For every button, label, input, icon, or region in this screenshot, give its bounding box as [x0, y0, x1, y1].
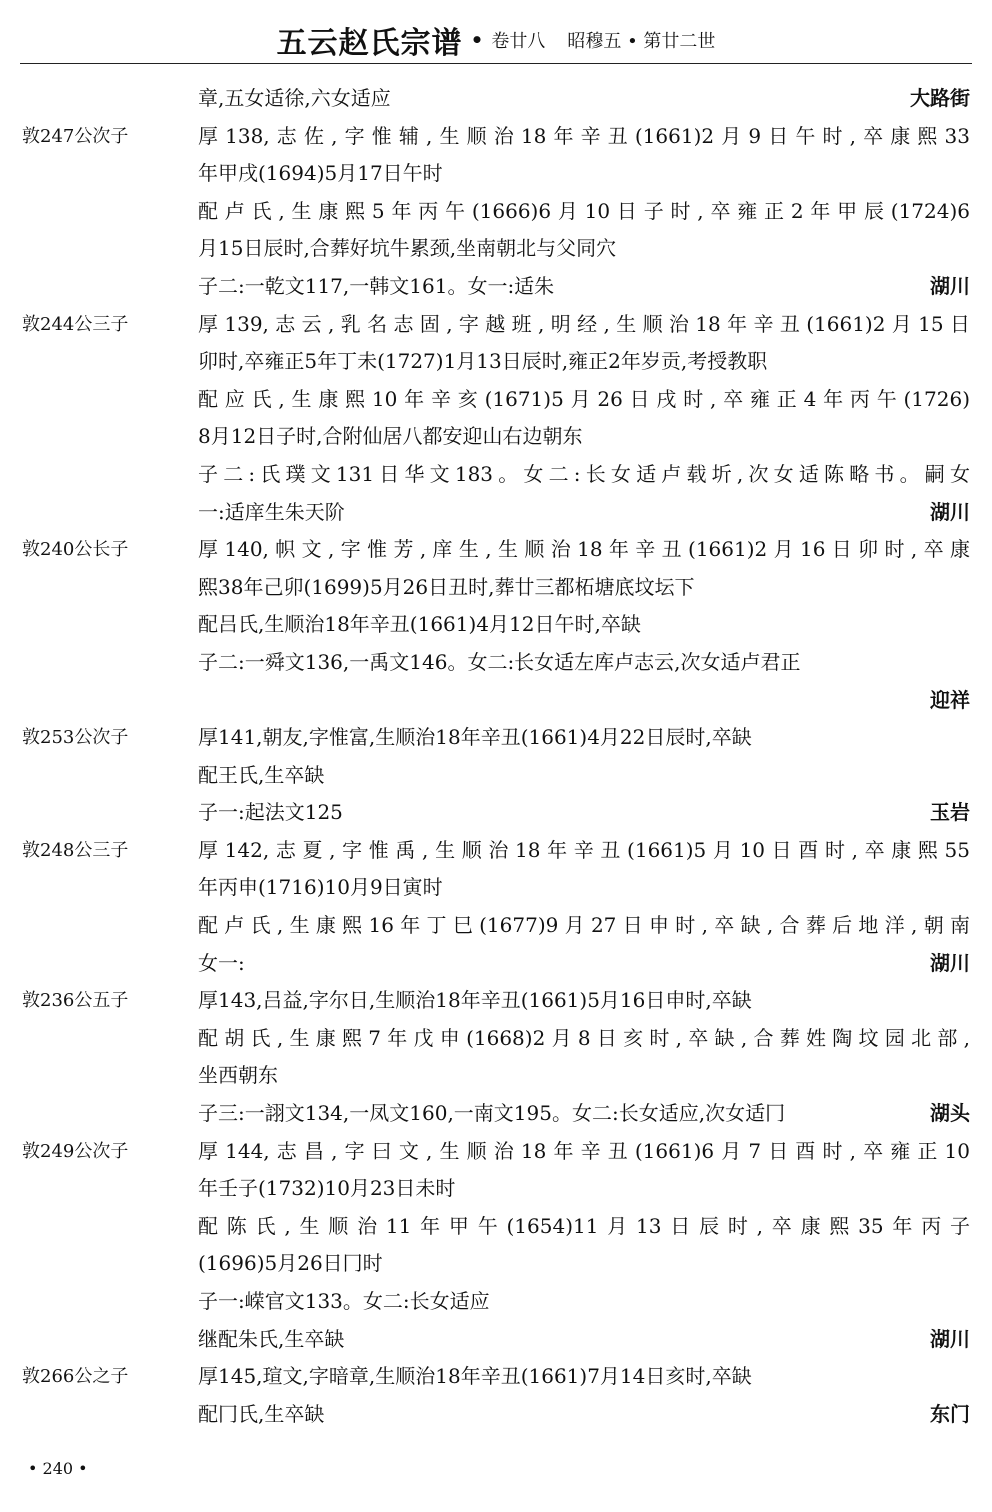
entry-line	[0, 1321, 992, 1359]
parent-label: 敦249公次子	[22, 1140, 129, 1162]
place-label: 迎祥	[930, 687, 970, 712]
entry-line	[0, 456, 992, 494]
entry-line	[0, 268, 992, 306]
entry-text: 女一:	[198, 950, 245, 975]
entry-line	[0, 494, 992, 532]
entry-line	[0, 682, 992, 720]
place-label: 玉岩	[930, 800, 970, 825]
place-label: 大路街	[910, 86, 970, 110]
entry-line	[0, 1020, 992, 1058]
entry-text: 配吕氏,生顺治18年辛丑(1661)4月12日午时,卒缺	[198, 612, 641, 637]
entry-line	[0, 1095, 992, 1133]
entry-line	[0, 794, 992, 832]
entry-text: 年壬子(1732)10月23日未时	[198, 1176, 456, 1201]
entry-line	[0, 869, 992, 907]
place-label: 湖川	[930, 1326, 970, 1351]
entry-text: 厚138,志佐,字惟辅,生顺治18年辛丑(1661)2月9日午时,卒康熙33	[198, 123, 970, 148]
entry-line	[0, 1396, 992, 1434]
entry-line	[0, 945, 992, 983]
place-label: 湖川	[930, 499, 970, 524]
entry-text: 月15日辰时,合葬好坑牛累颈,坐南朝北与父同穴	[198, 236, 617, 261]
entry-line	[0, 193, 992, 231]
entry-line	[0, 1057, 992, 1095]
genealogy-entries	[0, 80, 992, 1433]
entry-text: (1696)5月26日冂时	[198, 1251, 383, 1276]
entry-text: 厚143,吕益,字尔日,生顺治18年辛丑(1661)5月16日申时,卒缺	[198, 988, 752, 1013]
place-label: 湖头	[930, 1101, 970, 1126]
entry-line	[0, 531, 992, 569]
place-label: 东门	[930, 1401, 970, 1426]
page-header	[0, 18, 992, 62]
parent-label: 敦253公次子	[22, 727, 129, 749]
parent-label: 敦247公次子	[22, 125, 129, 147]
place-label: 湖川	[930, 950, 970, 975]
entry-line	[0, 418, 992, 456]
entry-line	[0, 306, 992, 344]
entry-line	[0, 1358, 992, 1396]
parent-label: 敦236公五子	[22, 990, 129, 1012]
entry-text: 厚139,志云,乳名志固,字越班,明经,生顺治18年辛丑(1661)2月15日	[198, 311, 970, 336]
entry-text: 配卢氏,生康熙16年丁巳(1677)9月27日申时,卒缺,合葬后地洋,朝南	[198, 913, 970, 938]
entry-line	[0, 1245, 992, 1283]
parent-label: 敦240公长子	[22, 539, 129, 561]
entry-text: 章,五女适徐,六女适应	[198, 86, 391, 110]
entry-text: 继配朱氏,生卒缺	[198, 1326, 345, 1351]
entry-text: 年甲戌(1694)5月17日午时	[198, 161, 443, 186]
entry-text: 配王氏,生卒缺	[198, 762, 325, 787]
page-number: • 240 •	[28, 1459, 88, 1478]
entry-line	[0, 569, 992, 607]
entry-text: 子三:一詡文134,一凤文160,一南文195。女二:长女适应,次女适冂	[198, 1101, 786, 1126]
entry-text: 8月12日子时,合附仙居八都安迎山右边朝东	[198, 424, 583, 449]
entry-text: 厚145,瑄文,字暗章,生顺治18年辛丑(1661)7月14日亥时,卒缺	[198, 1364, 752, 1389]
entry-text: 厚141,朝友,字惟富,生顺治18年辛丑(1661)4月22日辰时,卒缺	[198, 725, 752, 750]
entry-text: 一:适庠生朱天阶	[198, 499, 345, 524]
entry-text: 厚142,志夏,字惟禹,生顺治18年辛丑(1661)5月10日酉时,卒康熙55	[198, 837, 970, 862]
entry-line	[0, 606, 992, 644]
book-title: 五云赵氏宗谱	[276, 26, 463, 61]
entry-line	[0, 719, 992, 757]
entry-line	[0, 1133, 992, 1171]
entry-line	[0, 1283, 992, 1321]
entry-text: 卯时,卒雍正5年丁未(1727)1月13日辰时,雍正2年岁贡,考授教职	[198, 349, 768, 374]
entry-line	[0, 80, 992, 118]
entry-text: 配陈氏,生顺治11年甲午(1654)11月13日辰时,卒康熙35年丙子	[198, 1213, 970, 1238]
entry-text: 子一:嵘官文133。女二:长女适应	[198, 1289, 490, 1313]
entry-line	[0, 230, 992, 268]
entry-line	[0, 1170, 992, 1208]
entry-text: 子二:一舜文136,一禹文146。女二:长女适左库卢志云,次女适卢君正	[198, 649, 801, 674]
entry-line	[0, 832, 992, 870]
entry-text: 年丙申(1716)10月9日寅时	[198, 875, 443, 900]
volume-label: 卷廿八	[491, 31, 546, 52]
entry-text: 厚140,帜文,字惟芳,庠生,生顺治18年辛丑(1661)2月16日卯时,卒康	[198, 537, 970, 562]
entry-line	[0, 982, 992, 1020]
entry-line	[0, 381, 992, 419]
entry-line	[0, 155, 992, 193]
section-label: 昭穆五 • 第廿二世	[567, 31, 716, 52]
entry-text: 配卢氏,生康熙5年丙午(1666)6月10日子时,卒雍正2年甲辰(1724)6	[198, 198, 970, 223]
entry-line	[0, 343, 992, 381]
parent-label: 敦248公三子	[22, 839, 129, 861]
entry-line	[0, 1208, 992, 1246]
entry-text: 子二:氏璞文131日华文183。女二:长女适卢载圻,次女适陈略书。嗣女	[198, 461, 970, 486]
parent-label: 敦266公之子	[22, 1366, 129, 1388]
entry-text: 厚144,志昌,字曰文,生顺治18年辛丑(1661)6月7日酉时,卒雍正10	[198, 1138, 970, 1163]
entry-text: 子一:起法文125	[198, 800, 343, 825]
entry-text: 熙38年己卯(1699)5月26日丑时,葬廿三都柘塘底坟坛下	[198, 574, 695, 599]
entry-line	[0, 644, 992, 682]
entry-text: 坐西朝东	[198, 1063, 278, 1088]
place-label: 湖川	[930, 273, 970, 298]
entry-line	[0, 118, 992, 156]
entry-text: 配应氏,生康熙10年辛亥(1671)5月26日戌时,卒雍正4年丙午(1726)	[198, 386, 970, 411]
entry-text: 配胡氏,生康熙7年戊申(1668)2月8日亥时,卒缺,合葬姓陶坟园北部,	[198, 1025, 970, 1050]
header-rule	[20, 63, 972, 64]
parent-label: 敦244公三子	[22, 313, 129, 335]
entry-line	[0, 907, 992, 945]
title-separator: •	[470, 28, 484, 52]
entry-line	[0, 757, 992, 795]
entry-text: 子二:一乾文117,一韩文161。女一:适朱	[198, 273, 555, 298]
entry-text: 配冂氏,生卒缺	[198, 1401, 325, 1426]
